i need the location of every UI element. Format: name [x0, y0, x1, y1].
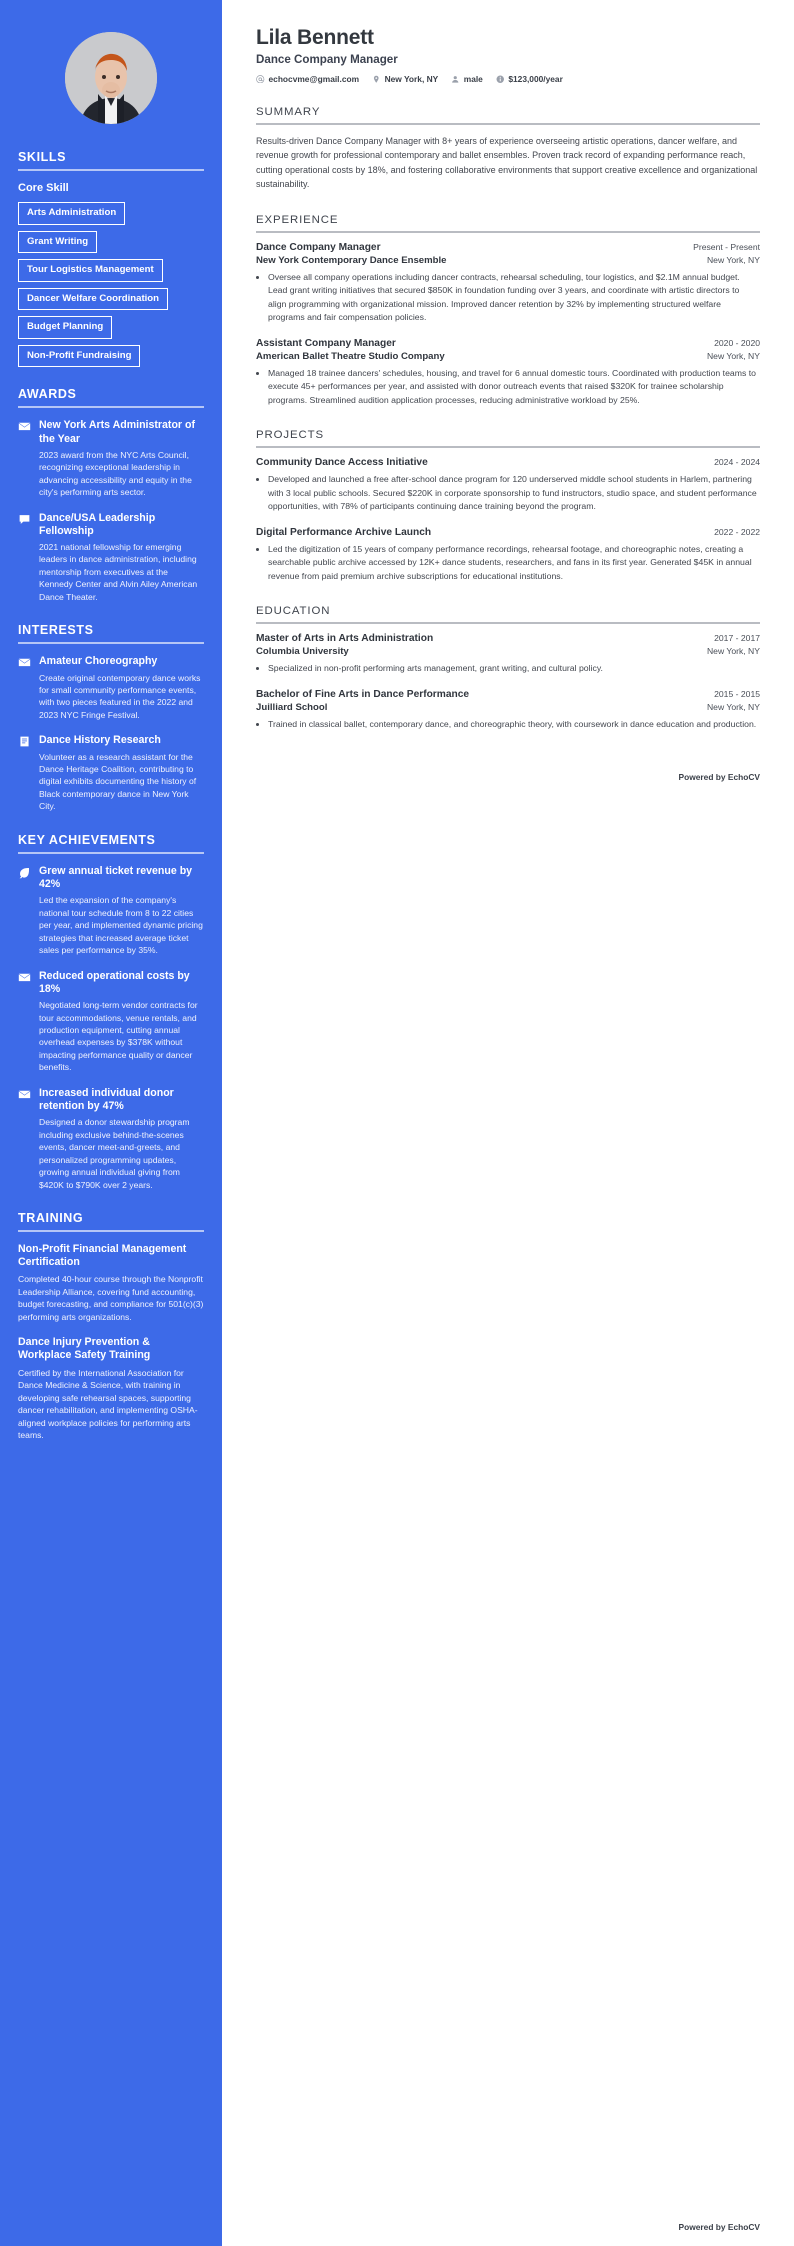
experience-title: Dance Company Manager	[256, 241, 381, 253]
education-degree: Bachelor of Fine Arts in Dance Performance	[256, 688, 470, 700]
achievement-title: Grew annual ticket revenue by 42%	[39, 864, 193, 891]
training-item	[18, 1336, 204, 1441]
education-item	[256, 633, 760, 676]
skill-chip-list	[18, 202, 204, 367]
achievement-item	[18, 865, 204, 957]
contact-list	[256, 74, 760, 84]
education-bullets	[256, 662, 760, 676]
key-achievements-heading: KEY ACHIEVEMENTS	[18, 832, 156, 847]
speech-bubble-icon	[18, 512, 32, 604]
divider	[18, 1230, 204, 1232]
interest-description: Create original contemporary dance works for small community performance events, with two pieces featured in the 2022 and 2023 NYC Fringe Festival.	[39, 672, 201, 720]
education-bullets	[256, 718, 760, 732]
divider	[256, 622, 760, 624]
experience-date: 2020 - 2020	[714, 337, 760, 348]
contact-salary-text: $123,000/year	[508, 74, 563, 84]
project-title: Digital Performance Archive Launch	[256, 526, 432, 538]
resume-header	[256, 26, 760, 84]
avatar	[65, 32, 157, 124]
contact-email[interactable]	[256, 74, 359, 84]
summary-heading: SUMMARY	[256, 106, 321, 118]
sidebar-section-awards	[18, 387, 204, 603]
experience-bullets	[256, 271, 760, 325]
interest-title: Amateur Choreography	[39, 655, 158, 668]
bullet: • Trained in classical ballet, contemporary dance, and choreographic theory, with coursework in dance education and production.	[268, 718, 760, 732]
education-date: 2015 - 2015	[714, 688, 760, 699]
education-date: 2017 - 2017	[714, 633, 760, 643]
experience-title: Assistant Company Manager	[256, 337, 396, 349]
award-title: New York Arts Administrator of the Year	[39, 419, 195, 445]
project-date: 2024 - 2024	[714, 457, 760, 468]
education-item	[256, 689, 760, 732]
experience-location: New York, NY	[706, 254, 760, 265]
achievement-title: Increased individual donor retention by 47%	[39, 1086, 174, 1112]
experience-date: Present - Present	[693, 241, 760, 252]
experience-organization: American Ballet Theatre Studio Company	[256, 350, 445, 362]
divider	[256, 123, 760, 125]
footer-branding: Powered by EchoCV	[678, 2222, 760, 2232]
bullet: • Managed 18 trainee dancers' schedules, housing, and travel for 6 annual domestic tours. Coordinated with production teams to execute 45+ performances per year, and assisted with donor outreach events that raised $320K for trainee scholarship programs. Streamlined audition application processes, reducing administrative workload by 25%.	[268, 367, 760, 408]
divider	[18, 406, 204, 408]
sidebar	[0, 0, 222, 2246]
bullet: • Oversee all company operations including dancer contracts, rehearsal scheduling, tour logistics, and $2.1M annual budget. Lead grant writing initiatives that secured $850K in foundation funding over 3 years, and coordinate with artistic directors to align programming with organizational mission. Improved dancer retention by 32% by implementing structured welfare programs and fair compensation policies.	[268, 271, 760, 325]
sidebar-section-skills	[18, 150, 204, 367]
contact-email-text: echocvme@gmail.com	[268, 74, 360, 84]
education-school: Columbia University	[256, 646, 349, 657]
envelope-icon	[18, 970, 32, 1074]
award-description: 2021 national fellowship for emerging leaders in dance administration, including mentorship from executives at the Kennedy Center and Alvin Ailey American Dance Theater.	[39, 542, 198, 602]
interests-heading: INTERESTS	[18, 623, 94, 638]
achievement-title: Reduced operational costs by 18%	[39, 969, 190, 995]
divider	[18, 852, 204, 854]
envelope-icon	[18, 419, 32, 498]
main-content	[222, 0, 794, 2246]
achievement-item	[18, 970, 204, 1074]
training-description: Completed 40-hour course through the Nonprofit Leadership Alliance, covering fund accounting, budget forecasting, and compliance for 501(c)(3) performing arts organizations.	[18, 1274, 204, 1322]
skills-heading: SKILLS	[18, 150, 67, 164]
achievement-description: Designed a donor stewardship program including exclusive behind-the-scenes events, dancer meet-and-greets, and personalized programming updates, growing annual individual giving from $420K to $790K over 2 years.	[39, 1117, 190, 1190]
experience-organization: New York Contemporary Dance Ensemble	[256, 254, 447, 266]
bullet: • Led the digitization of 15 years of company performance recordings, rehearsal footage, and choreographic notes, creating a searchable public archive accessed by 12K+ dance students, researchers, and fans in its first year. Generated $45K in annual revenue from paid premium archive subscriptions for educational institutions.	[268, 543, 760, 584]
experience-location: New York, NY	[706, 350, 760, 361]
leaf-icon	[18, 865, 32, 957]
skill-chip[interactable]: Budget Planning	[18, 316, 112, 339]
envelope-icon	[18, 655, 32, 721]
project-date: 2022 - 2022	[714, 526, 760, 537]
achievement-description: Negotiated long-term vendor contracts for tour accommodations, venue rentals, and production equipment, cutting annual overhead expenses by $378K without impacting performance quality or dancer benefits.	[39, 1000, 198, 1073]
page-title: Lila Bennett	[256, 26, 374, 49]
project-item	[256, 457, 760, 514]
training-item	[18, 1243, 204, 1323]
sidebar-section-key-achievements	[18, 833, 204, 1191]
training-title: Dance Injury Prevention & Workplace Safety Training	[18, 1336, 151, 1362]
projects-heading: PROJECTS	[256, 429, 324, 442]
core-skill-label: Core Skill	[18, 182, 69, 194]
project-title: Community Dance Access Initiative	[256, 457, 428, 469]
divider	[256, 446, 760, 448]
info-circle-icon	[496, 75, 505, 84]
education-location: New York, NY	[706, 646, 760, 656]
email-icon	[256, 75, 265, 84]
interest-item	[18, 734, 204, 813]
education-heading: EDUCATION	[256, 605, 331, 618]
section-projects	[256, 429, 760, 583]
award-item	[18, 419, 204, 498]
job-role-subtitle: Dance Company Manager	[256, 53, 398, 66]
divider	[18, 169, 204, 171]
book-icon	[18, 734, 32, 813]
contact-location	[372, 74, 438, 84]
skill-chip[interactable]: Grant Writing	[18, 231, 97, 254]
project-bullets	[256, 473, 760, 514]
experience-bullets	[256, 367, 760, 408]
skill-chip[interactable]: Non-Profit Fundraising	[18, 345, 140, 368]
education-location: New York, NY	[706, 701, 760, 712]
experience-heading: EXPERIENCE	[256, 213, 339, 226]
location-pin-icon	[372, 75, 381, 84]
envelope-icon	[18, 1087, 32, 1191]
education-school: Juilliard School	[256, 701, 328, 713]
award-description: 2023 award from the NYC Arts Council, recognizing exceptional leadership in advancing accessibility and equity in the city's performing arts sector.	[39, 449, 192, 498]
divider	[256, 231, 760, 233]
award-item	[18, 512, 204, 604]
awards-heading: AWARDS	[18, 387, 77, 402]
skill-chip[interactable]: Arts Administration	[18, 202, 125, 225]
training-heading: TRAINING	[18, 1210, 84, 1225]
project-bullets	[256, 543, 760, 584]
skill-chip[interactable]: Dancer Welfare Coordination	[18, 288, 168, 311]
interest-item	[18, 655, 204, 721]
bullet: • Specialized in non-profit performing arts management, grant writing, and cultural policy.	[268, 662, 760, 676]
section-experience	[256, 214, 760, 408]
section-education	[256, 605, 760, 731]
summary-text: Results-driven Dance Company Manager with 8+ years of experience overseeing artistic operations, dancer welfare, and revenue growth for professional contemporary and ballet ensembles. Proven track record of expanding performance reach, cutting operational costs by 18%, and fostering collaborative environments that support creative excellence and organizational sustainability.	[256, 135, 758, 190]
award-title: Dance/USA Leadership Fellowship	[39, 511, 156, 537]
interest-title: Dance History Research	[39, 734, 161, 747]
sidebar-section-training	[18, 1211, 204, 1441]
section-summary	[256, 106, 760, 192]
divider	[18, 642, 204, 644]
training-title: Non-Profit Financial Management Certification	[18, 1242, 187, 1269]
training-description: Certified by the International Association for Dance Medicine & Science, with training in developing safe rehearsal spaces, supporting dancer rehabilitation, and implementing OSHA-aligned workplace policies for performing arts teams.	[18, 1367, 198, 1440]
skill-chip[interactable]: Tour Logistics Management	[18, 259, 163, 282]
sidebar-section-interests	[18, 623, 204, 813]
avatar-wrapper	[18, 32, 204, 124]
achievement-item	[18, 1087, 204, 1191]
achievement-description: Led the expansion of the company's national tour schedule from 8 to 22 cities per year, and implemented dynamic pricing strategies that increased average ticket sales per performance by 35%.	[39, 895, 203, 956]
contact-location-text: New York, NY	[384, 74, 439, 84]
contact-gender-text: male	[463, 74, 483, 84]
person-icon	[451, 75, 460, 84]
interest-description: Volunteer as a research assistant for the Dance Heritage Coalition, contributing to digital exhibits documenting the history of Black contemporary dance in New York City.	[39, 751, 197, 812]
footer-branding: Powered by EchoCV	[678, 772, 760, 782]
education-degree: Master of Arts in Arts Administration	[256, 633, 434, 644]
contact-gender	[451, 74, 483, 84]
experience-item	[256, 338, 760, 408]
experience-item	[256, 242, 760, 325]
project-item	[256, 527, 760, 584]
bullet: • Developed and launched a free after-school dance program for 120 underserved middle school students in Harlem, partnering with 3 local public schools. Secured $220K in corporate sponsorship to fund instructors, studio space, and student performance opportunities, with 78% of participants continuing dance training beyond the program.	[268, 473, 760, 514]
contact-salary	[496, 74, 563, 84]
